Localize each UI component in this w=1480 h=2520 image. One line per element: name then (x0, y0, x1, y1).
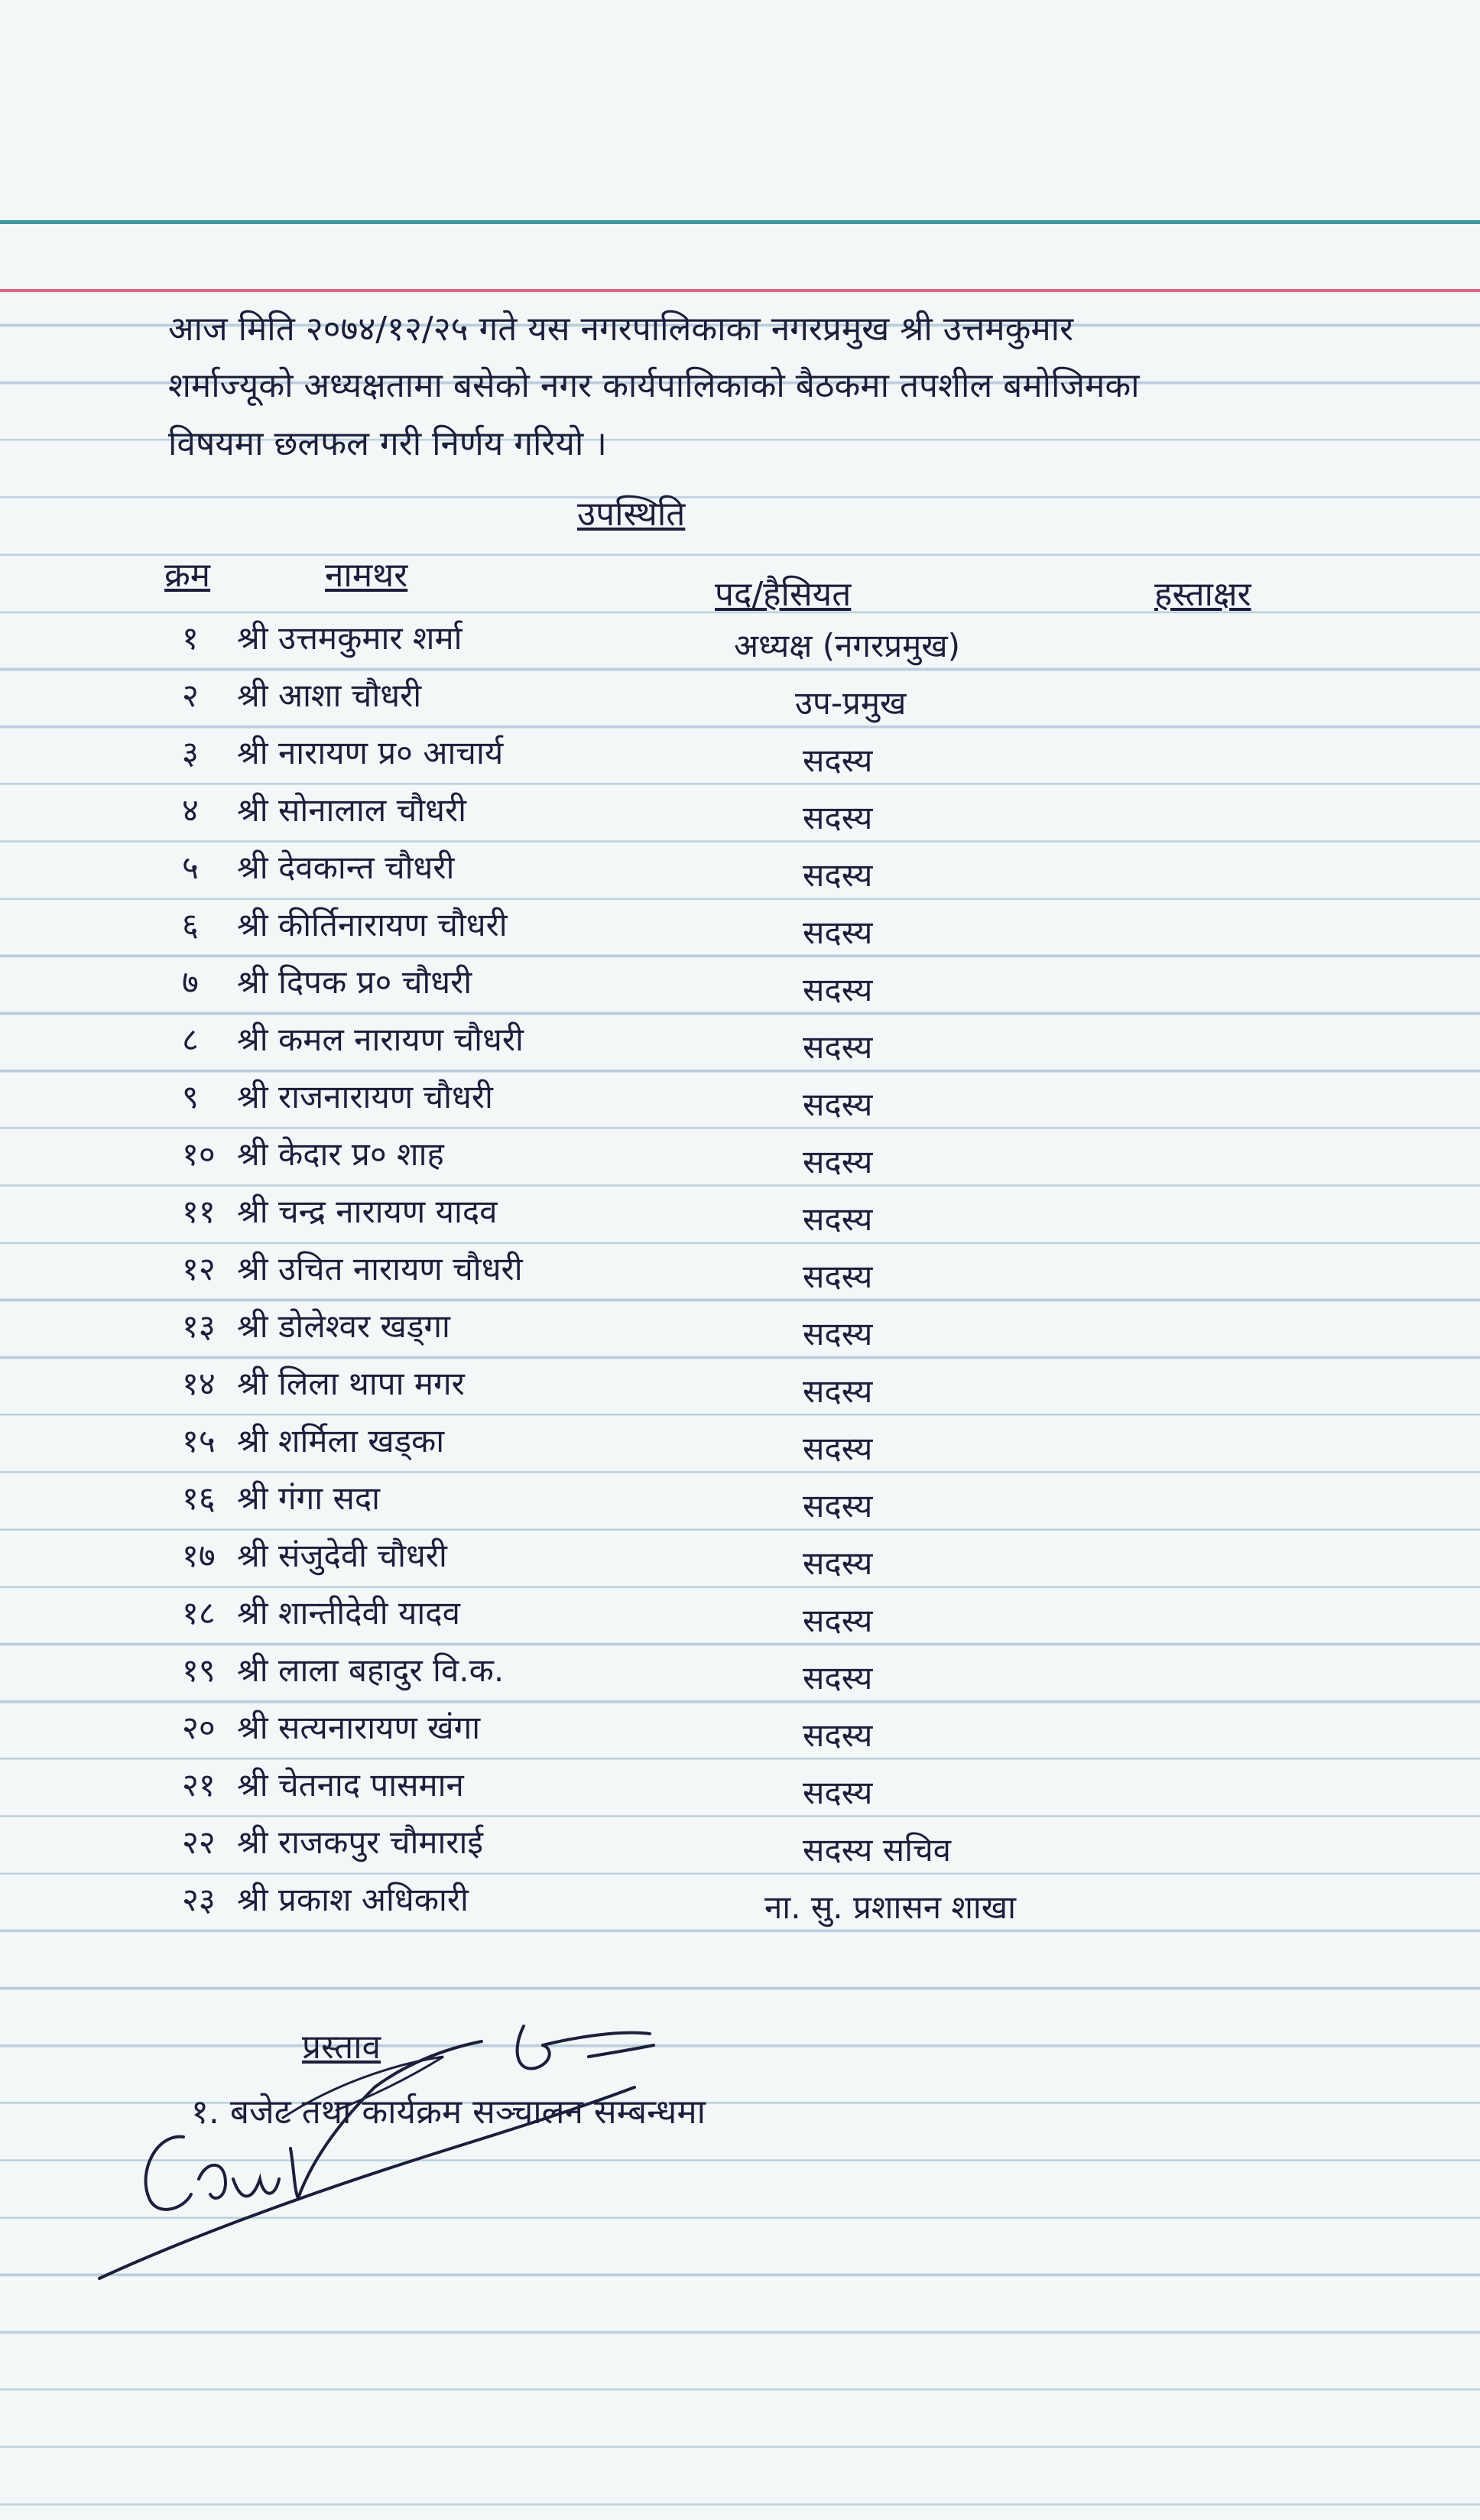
intro-line-2: शर्माज्यूको अध्यक्षतामा बसेको नगर कार्यपालिकाको बैठकमा तपशील बमोजिमका (168, 366, 1140, 405)
member-name: श्री कीर्तिनारायण चौधरी (237, 906, 508, 943)
intro-line-3: विषयमा छलफल गरी निर्णय गरियो । (168, 424, 607, 463)
column-header-signature: हस्ताक्षर (1154, 575, 1251, 614)
row-number: १८ (182, 1594, 216, 1632)
member-name: श्री लाला बहादुर वि.क. (237, 1651, 505, 1689)
member-name: श्री शर्मिला खड्का (237, 1422, 445, 1460)
row-number: २२ (182, 1823, 216, 1861)
column-header-serial: क्रम (164, 556, 211, 595)
member-role: सदस्य (803, 1430, 873, 1467)
member-role: ना. सु. प्रशासन शाखा (764, 1888, 1017, 1926)
member-name: श्री शान्तीदेवी यादव (237, 1594, 460, 1632)
member-name: श्री केदार प्र० शाह (237, 1135, 444, 1173)
member-name: श्री राजकपुर चौमाराई (237, 1823, 484, 1861)
row-number: २१ (182, 1766, 216, 1804)
attendance-title: उपस्थिति (577, 495, 686, 534)
member-role: सदस्य (803, 856, 873, 894)
member-role: सदस्य (803, 1487, 873, 1525)
row-number: १५ (182, 1422, 216, 1460)
member-name: श्री राजनारायण चौधरी (237, 1078, 493, 1115)
proposal-item-1: १. बजेट तथा कार्यक्रम सञ्चालन सम्बन्धमा (191, 2093, 706, 2132)
member-role: सदस्य (803, 1028, 873, 1066)
row-number: १९ (182, 1651, 216, 1689)
member-role: सदस्य (803, 1258, 873, 1295)
row-number: ५ (182, 849, 199, 886)
member-name: श्री दिपक प्र० चौधरी (237, 963, 472, 1001)
member-name: श्री लिला थापा मगर (237, 1365, 465, 1402)
top-margin-rule-red (0, 289, 1480, 292)
member-name: श्री सत्यनारायण खंगा (237, 1709, 481, 1746)
member-role: सदस्य (803, 914, 873, 951)
member-role: उप-प्रमुख (795, 684, 907, 722)
member-role: सदस्य (803, 1086, 873, 1123)
row-number: १२ (182, 1250, 216, 1288)
member-name: श्री आशा चौधरी (237, 677, 422, 714)
member-role: सदस्य (803, 1143, 873, 1180)
member-role: सदस्य (803, 1602, 873, 1639)
member-role: सदस्य (803, 1315, 873, 1353)
row-number: ६ (182, 906, 199, 943)
member-role: सदस्य (803, 1200, 873, 1238)
member-role: सदस्य (803, 799, 873, 836)
member-name: श्री डोलेश्वर खड्गा (237, 1307, 450, 1345)
proposal-heading: प्रस्ताव (302, 2028, 381, 2067)
member-role: सदस्य (803, 1372, 873, 1410)
member-name: श्री देवकान्त चौधरी (237, 849, 455, 886)
handwritten-signature (84, 2003, 757, 2309)
member-role: सदस्य (803, 971, 873, 1008)
row-number: १७ (182, 1537, 216, 1574)
row-number: १ (182, 619, 199, 657)
member-role: सदस्य सचिव (803, 1831, 952, 1869)
row-number: ३ (182, 734, 199, 771)
member-name: श्री सोनालाल चौधरी (237, 791, 467, 829)
member-role: सदस्य (803, 1659, 873, 1697)
member-name: श्री कमल नारायण चौधरी (237, 1021, 524, 1058)
member-name: श्री गंगा सदा (237, 1479, 381, 1517)
member-name: श्री नारायण प्र० आचार्य (237, 734, 504, 771)
top-margin-rule-green (0, 220, 1480, 224)
member-role: सदस्य (803, 1544, 873, 1582)
member-name: श्री उचित नारायण चौधरी (237, 1250, 523, 1288)
member-name: श्री चेतनाद पासमान (237, 1766, 464, 1804)
column-header-role: पद/हैसियत (715, 575, 852, 614)
member-role: सदस्य (803, 1716, 873, 1754)
row-number: २३ (182, 1881, 216, 1918)
row-number: २ (182, 677, 199, 714)
row-number: ४ (182, 791, 199, 829)
member-name: श्री उत्तमकुमार शर्मा (237, 619, 462, 657)
row-number: ७ (182, 963, 199, 1001)
row-number: ८ (182, 1021, 199, 1058)
member-role: सदस्य (803, 742, 873, 779)
member-role: सदस्य (803, 1774, 873, 1811)
row-number: २० (182, 1709, 216, 1746)
row-number: १० (182, 1135, 216, 1173)
member-name: श्री चन्द्र नारायण यादव (237, 1193, 498, 1230)
column-header-name: नामथर (325, 556, 408, 595)
member-role: अध्यक्ष (नगरप्रमुख) (734, 627, 960, 664)
row-number: १६ (182, 1479, 216, 1517)
intro-line-1: आज मिति २०७४/१२/२५ गते यस नगरपालिकाका नगरप्रमुख श्री उत्तमकुमार (168, 310, 1074, 349)
row-number: १३ (182, 1307, 216, 1345)
member-name: श्री प्रकाश अधिकारी (237, 1881, 469, 1918)
row-number: ९ (182, 1078, 199, 1115)
row-number: १४ (182, 1365, 216, 1402)
row-number: ११ (182, 1193, 216, 1230)
member-name: श्री संजुदेवी चौधरी (237, 1537, 447, 1574)
